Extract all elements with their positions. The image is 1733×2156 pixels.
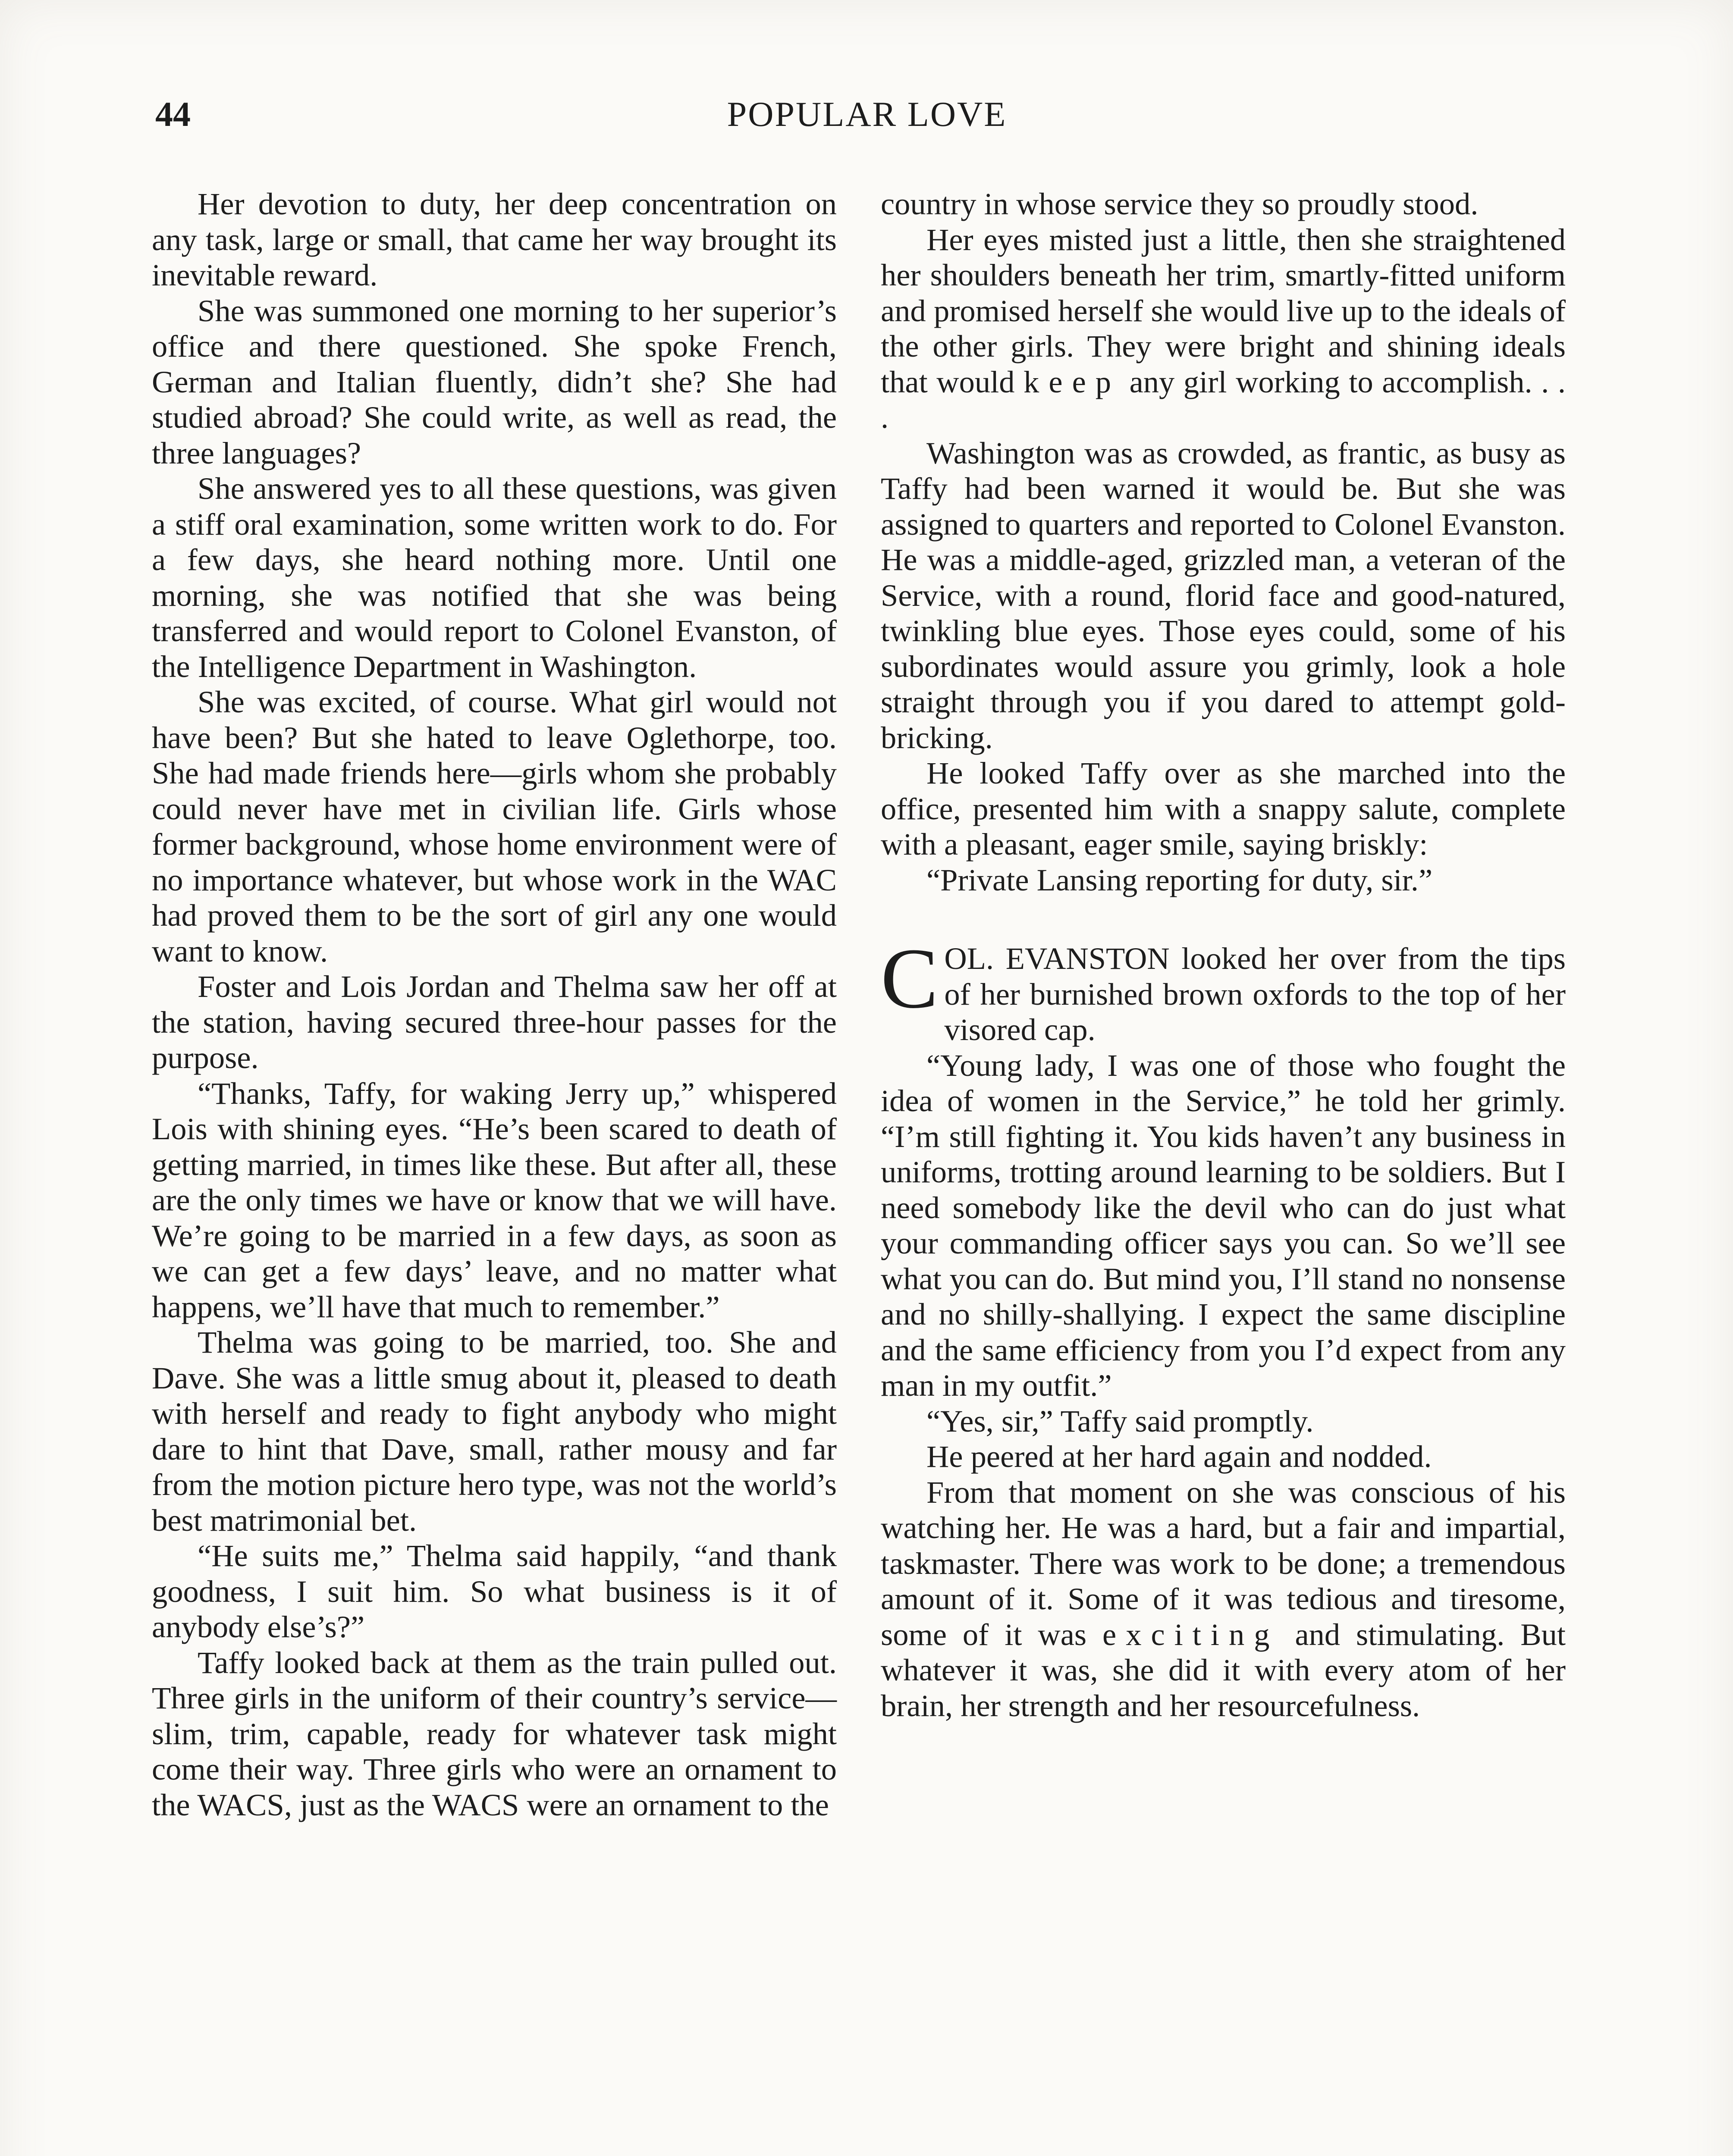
paragraph: Her devotion to duty, her deep concentration on any task, large or small, that came her way brought its inevitable reward. <box>152 186 837 292</box>
paragraph-text: any girl working to accomplish. . . . <box>881 364 1566 435</box>
paragraph: “Private Lansing reporting for duty, sir.” <box>926 862 1433 897</box>
drop-cap: C <box>881 931 939 1026</box>
paragraph <box>881 222 1566 436</box>
paragraph: She was summoned one morning to her superior’s office and there questioned. She spoke French, German and Italian fluently, didn’t she? She had studied abroad? She could write, as well as read, the three languages? <box>152 293 837 470</box>
spaced-word: exciting <box>1102 1617 1279 1652</box>
paragraph: She answered yes to all these questions, was given a stiff oral examination, some written work to do. For a few days, she heard nothing more. Until one morning, she was notified that she was being transferred and would report to Colonel Evanston, of the Intelligence Department in Washington. <box>152 471 837 684</box>
paragraph <box>881 1475 1566 1724</box>
paragraph: Washington was as crowded, as frantic, as busy as Taffy had been warned it would be. But she was assigned to quarters and reported to Colonel Evanston. He was a middle-aged, grizzled man, a veteran of the Service, with a round, florid face and good-natured, twinkling blue eyes. Those eyes could, some of his subordinates would assure you grimly, look a hole straight through you if you dared to attempt gold-bricking. <box>881 435 1566 755</box>
paragraph-text: From that moment on she was conscious of his watching her. He was a hard, but a fair and impartial, taskmaster. There was work to be done; a tremendous amount of it. Some of it was tedious and tiresome, some of it was <box>881 1474 1566 1652</box>
spaced-word: keep <box>1023 364 1121 399</box>
paragraph: “Thanks, Taffy, for waking Jerry up,” whispered Lois with shining eyes. “He’s been scared to death of getting married, in times like these. But after all, these are the only times we have or know that we will have. We’re going to be married in a few days, as soon as we can get a few days’ leave, and no matter what happens, we’ll have that much to remember.” <box>152 1075 837 1324</box>
paragraph: He peered at her hard again and nodded. <box>926 1439 1432 1474</box>
paragraph-text: and stimulating. But whatever it was, she did it with every atom of her brain, her strength and her resourcefulness. <box>881 1617 1566 1723</box>
right-column <box>881 186 1566 2156</box>
page-number: 44 <box>155 94 191 134</box>
left-column <box>152 186 837 2156</box>
paragraph: “He suits me,” Thelma said happily, “and thank goodness, I suit him. So what business is it of anybody else’s?” <box>152 1538 837 1644</box>
running-head: POPULAR LOVE <box>727 94 1007 134</box>
page-header <box>155 94 1579 154</box>
paragraph-continued: country in whose service they so proudly stood. <box>881 186 1479 221</box>
paragraph: Taffy looked back at them as the train pulled out. Three girls in the uniform of their country’s service—slim, trim, capable, ready for whatever task might come their way. Three girls who were an ornament to the WACS, just as the WACS were an ornament to the <box>152 1645 837 1822</box>
paragraph: Thelma was going to be married, too. She and Dave. She was a little smug about it, pleased to death with herself and ready to fight anybody who might dare to hint that Dave, small, rather mousy and far from the motion picture hero type, was not the world’s best matrimonial bet. <box>152 1325 837 1538</box>
section-start-paragraph <box>881 931 1566 1048</box>
paragraph: He looked Taffy over as she marched into the office, presented him with a snappy salute, complete with a pleasant, eager smile, saying briskly: <box>881 755 1566 862</box>
paragraph-text: Her eyes misted just a little, then she straightened her shoulders beneath her trim, smartly-fitted uniform and promised herself she would live up to the ideals of the other girls. They were bright and shining ideals that would <box>881 222 1566 399</box>
paragraph: She was excited, of course. What girl would not have been? But she hated to leave Oglethorpe, too. She had made friends here—girls whom she probably could never have met in civilian life. Girls whose former background, whose home environment were of no importance whatever, but whose work in the WAC had proved them to be the sort of girl any one would want to know. <box>152 684 837 968</box>
paragraph-text: OL. EVANSTON looked her over from the tips of her burnished brown oxfords to the top of her visored cap. <box>944 941 1566 1047</box>
paragraph: “Young lady, I was one of those who fought the idea of women in the Service,” he told her grimly. “I’m still fighting it. You kids haven’t any business in uniforms, trotting around learning to be soldiers. But I need somebody like the devil who can do just what your commanding officer says you can. So we’ll see what you can do. But mind you, I’ll stand no nonsense and no shilly-shallying. I expect the same discipline and the same efficiency from you I’d expect from any man in my outfit.” <box>881 1047 1566 1403</box>
paragraph: Foster and Lois Jordan and Thelma saw her off at the station, having secured three-hour passes for the purpose. <box>152 969 837 1075</box>
paragraph: “Yes, sir,” Taffy said promptly. <box>926 1403 1314 1438</box>
